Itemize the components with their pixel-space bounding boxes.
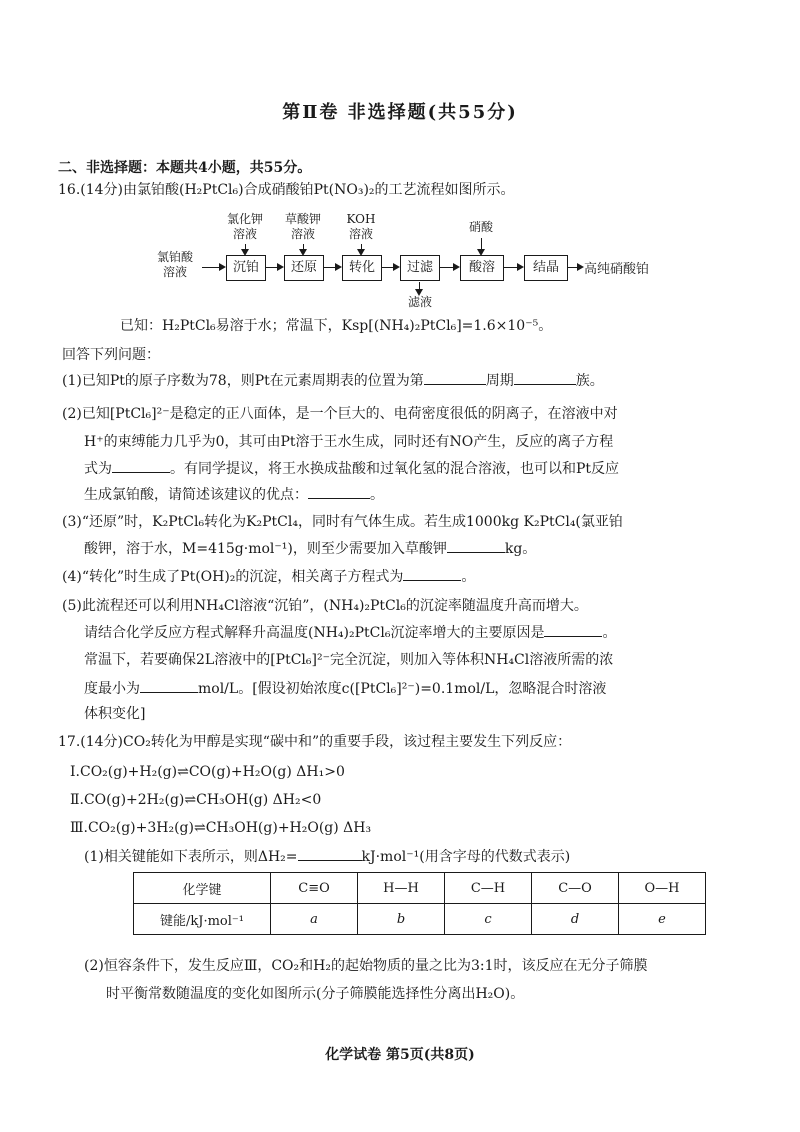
q16-part4: (4)“转化”时生成了Pt(OH)₂的沉淀，相关离子方程式为 。 (62, 566, 475, 587)
reagent-koh: KOH 溶液 (346, 212, 376, 241)
q16-part1: (1)已知Pt的原子序数为78，则Pt在元素周期表的位置为第 周期 族。 (62, 370, 604, 391)
arrow-down-4 (481, 238, 482, 254)
q16-part5-line2: 请结合化学反应方程式解释升高温度(NH₄)₂PtCl₆沉淀率增大的主要原因是 。 (84, 622, 616, 643)
q16-part2-line1: (2)已知[PtCl₆]²⁻是稳定的正八面体，是一个巨大的、电荷密度很低的阴离子，在溶液中对 (62, 406, 618, 422)
table-cell: 键能/kJ·mol⁻¹ (134, 904, 271, 935)
filtrate-label: 滤液 (407, 295, 432, 309)
section-title: 第Ⅱ卷 非选择题(共55分) (282, 102, 518, 123)
q16-part5-line4: 度最小为 mol/L。[假设初始浓度c([PtCl₆]²⁻)=0.1mol/L，忽略混合时溶液 (84, 678, 606, 699)
input-solution: 氯铂酸 溶液 (156, 250, 193, 279)
table-header-cell: C—O (532, 873, 619, 904)
table-cell: d (532, 904, 619, 935)
table-header-cell: O—H (619, 873, 706, 904)
arrow-right-0 (202, 267, 224, 268)
step-crystallization: 结晶 (524, 255, 568, 281)
arrow-down-filtrate (419, 282, 420, 294)
reaction-3: Ⅲ.CO₂(g)+3H₂(g)⇌CH₃OH(g)+H₂O(g) ΔH₃ (70, 820, 372, 836)
answer-blank[interactable] (298, 846, 362, 861)
q17-part2-line2: 时平衡常数随温度的变化如图所示(分子筛膜能选择性分离出H₂O)。 (106, 986, 525, 1002)
arrow-right-1 (266, 267, 282, 268)
reaction-1: Ⅰ.CO₂(g)+H₂(g)⇌CO(g)+H₂O(g) ΔH₁>0 (70, 764, 345, 780)
q16-intro: 16.(14分)由氯铂酸(H₂PtCl₆)合成硝酸铂Pt(NO₃)₂的工艺流程如图所示。 (58, 182, 515, 198)
arrow-right-3 (382, 267, 398, 268)
reagent-kcl: 氯化钾 溶液 (226, 212, 263, 241)
step-acid-dissolution: 酸溶 (460, 255, 504, 281)
arrow-down-1 (245, 244, 246, 254)
table-header-cell: C—H (445, 873, 532, 904)
q16-part5-line3: 常温下，若要确保2L溶液中的[PtCl₆]²⁻完全沉淀，则加入等体积NH₄Cl溶液所需的浓 (84, 652, 614, 668)
q16-part2-line3: 式为 。有同学提议，将王水换成盐酸和过氧化氢的混合溶液，也可以和Pt反应 (84, 458, 619, 479)
reagent-nitric-acid: 硝酸 (468, 220, 493, 234)
table-header-cell: C≡O (271, 873, 358, 904)
reaction-2: Ⅱ.CO(g)+2H₂(g)⇌CH₃OH(g) ΔH₂<0 (70, 792, 322, 808)
q16-part3-line1: (3)“还原”时，K₂PtCl₆转化为K₂PtCl₄，同时有气体生成。若生成1000kg K₂PtCl₄(氯亚铂 (62, 514, 623, 530)
table-cell: b (358, 904, 445, 935)
step-filtration: 过滤 (400, 255, 440, 281)
table-cell: a (271, 904, 358, 935)
page-footer: 化学试卷 第5页(共8页) (325, 1047, 475, 1063)
q17-part2-line1: (2)恒容条件下，发生反应Ⅲ，CO₂和H₂的起始物质的量之比为3:1时，该反应在无分子筛膜 (84, 958, 648, 974)
q16-part5-line1: (5)此流程还可以利用NH₄Cl溶液“沉铂”，(NH₄)₂PtCl₆的沉淀率随温度升高而增大。 (62, 598, 588, 614)
answer-blank[interactable] (544, 622, 602, 637)
arrow-right-2 (324, 267, 340, 268)
table-header-cell: H—H (358, 873, 445, 904)
q16-part3-line2: 酸钾，溶于水，M=415g·mol⁻¹)，则至少需要加入草酸钾 kg。 (84, 538, 536, 559)
reagent-oxalate: 草酸钾 溶液 (284, 212, 321, 241)
q16-part2-line4: 生成氯铂酸，请简述该建议的优点： 。 (84, 484, 384, 505)
arrow-down-2 (303, 244, 304, 254)
q17-intro: 17.(14分)CO₂转化为甲醇是实现“碳中和”的重要手段，该过程主要发生下列反应： (58, 734, 572, 750)
q16-part2-line2: H⁺的束缚能力几乎为0，其可由Pt溶于王水生成，同时还有NO产生，反应的离子方程 (84, 434, 614, 450)
step-conversion: 转化 (342, 255, 382, 281)
step-reduction: 还原 (284, 255, 324, 281)
answer-blank[interactable] (447, 538, 505, 553)
q16-known: 已知：H₂PtCl₆易溶于水；常温下，Ksp[(NH₄)₂PtCl₆]=1.6×10⁻⁵。 (120, 318, 553, 334)
output-product: 高纯硝酸铂 (584, 262, 650, 277)
answer-blank[interactable] (140, 678, 198, 693)
arrow-down-3 (361, 244, 362, 254)
answer-prompt: 回答下列问题： (62, 347, 160, 363)
answer-blank[interactable] (424, 370, 486, 385)
step-precipitation: 沉铂 (226, 255, 266, 281)
instructions: 二、非选择题：本题共4小题，共55分。 (58, 160, 312, 176)
table-cell: e (619, 904, 706, 935)
answer-blank[interactable] (514, 370, 576, 385)
answer-blank[interactable] (112, 458, 170, 473)
q16-part5-line5: 体积变化] (84, 706, 146, 722)
arrow-right-5 (504, 267, 522, 268)
table-row (134, 904, 706, 935)
answer-blank[interactable] (308, 484, 370, 499)
table-header-row (134, 873, 706, 904)
bond-energy-table (133, 872, 706, 935)
arrow-right-6 (568, 267, 582, 268)
q17-part1: (1)相关键能如下表所示，则ΔH₂= kJ·mol⁻¹(用含字母的代数式表示) (84, 846, 570, 867)
process-flow-diagram (150, 206, 710, 316)
table-cell: c (445, 904, 532, 935)
answer-blank[interactable] (403, 566, 461, 581)
table-header-cell: 化学键 (134, 873, 271, 904)
arrow-right-4 (440, 267, 458, 268)
